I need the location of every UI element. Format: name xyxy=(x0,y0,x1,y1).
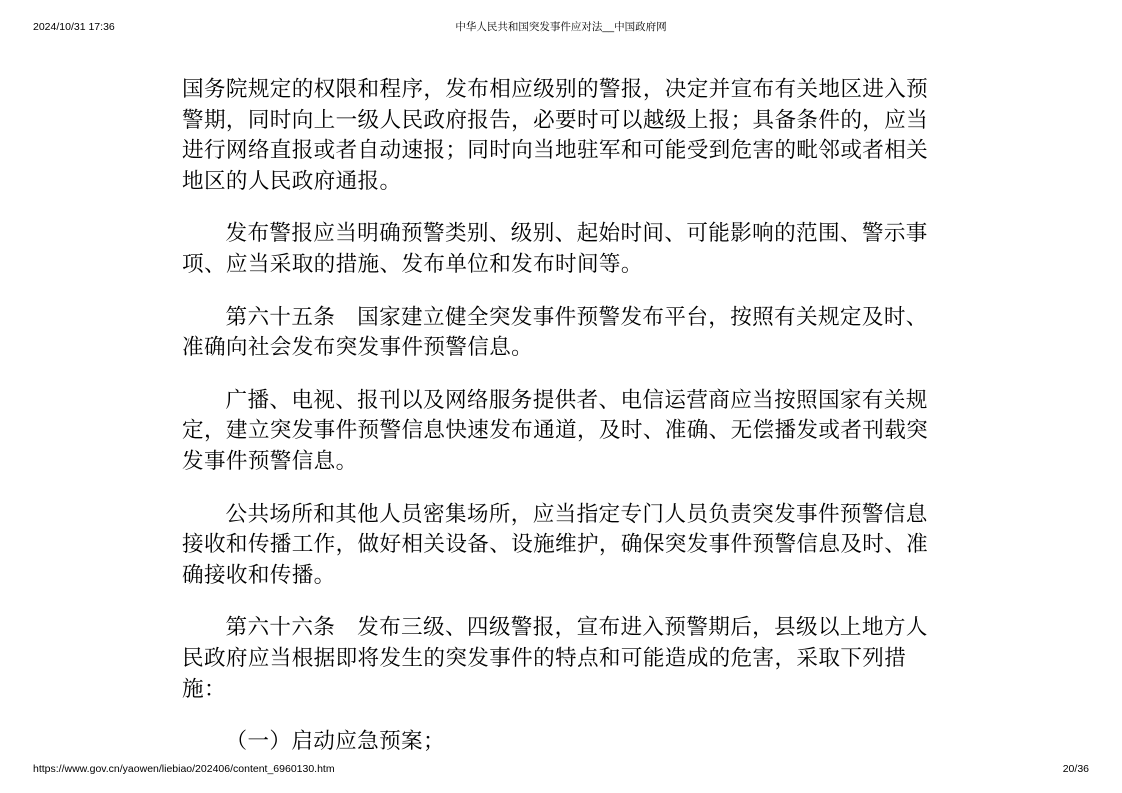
paragraph: 发布警报应当明确预警类别、级别、起始时间、可能影响的范围、警示事项、应当采取的措施、发布单位和发布时间等。 xyxy=(182,221,928,277)
article-65: 第六十五条 国家建立健全突发事件预警发布平台，按照有关规定及时、准确向社会发布突发事件预警信息。 xyxy=(182,304,928,361)
article-66: 第六十六条 发布三级、四级警报，宣布进入预警期后，县级以上地方人民政府应当根据即将发生的突发事件的特点和可能造成的危害，采取下列措施： xyxy=(182,615,928,702)
page-url: https://www.gov.cn/yaowen/liebiao/202406/content_6960130.htm xyxy=(33,763,335,775)
list-item: （一）启动应急预案； xyxy=(225,729,445,755)
paragraph-continuation: 国务院规定的权限和程序，发布相应级别的警报，决定并宣布有关地区进入预警期，同时向上一级人民政府报告，必要时可以越级上报；具备条件的，应当进行网络直报或者自动速报；同时向当地驻军和可能受到危害的毗邻或者相关地区的人民政府通报。 xyxy=(182,77,929,194)
document-body xyxy=(182,75,942,780)
page-number: 20/36 xyxy=(1062,763,1089,775)
paragraph: 公共场所和其他人员密集场所，应当指定专门人员负责突发事件预警信息接收和传播工作，做好相关设备、设施维护，确保突发事件预警信息及时、准确接收和传播。 xyxy=(182,501,929,588)
paragraph: 广播、电视、报刊以及网络服务提供者、电信运营商应当按照国家有关规定，建立突发事件预警信息快速发布通道，及时、准确、无偿播发或者刊载突发事件预警信息。 xyxy=(182,387,929,474)
print-datetime: 2024/10/31 17:36 xyxy=(33,21,115,33)
page-title: 中华人民共和国突发事件应对法__中国政府网 xyxy=(455,21,667,33)
